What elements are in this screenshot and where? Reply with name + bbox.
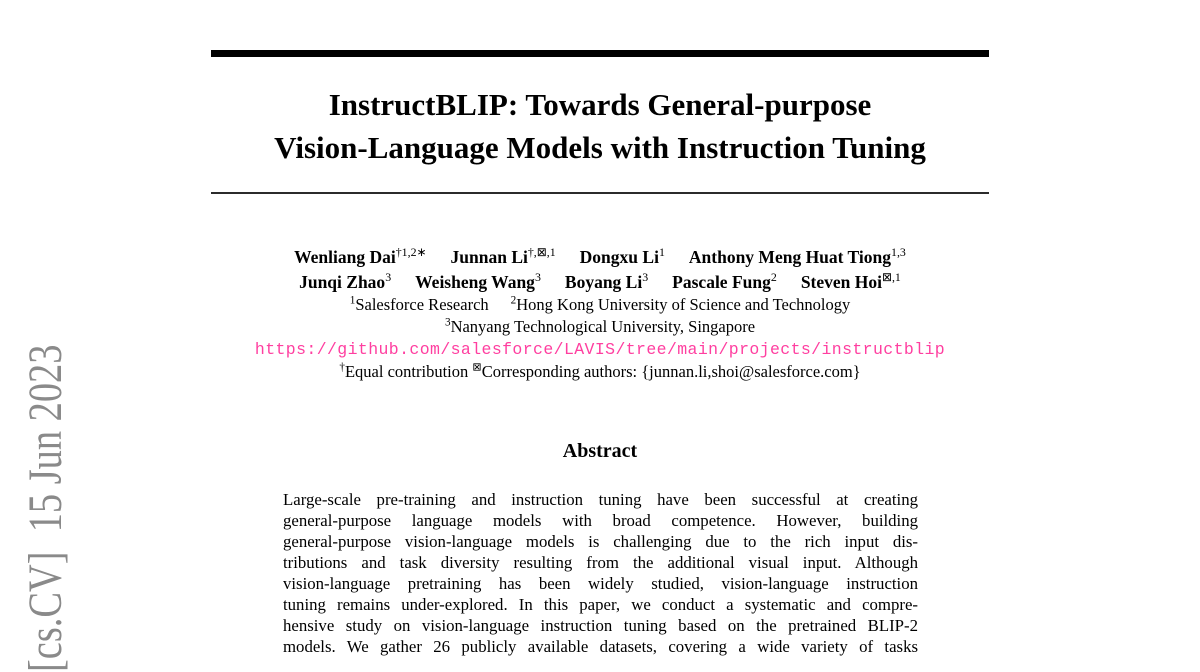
affiliation-row-2 <box>0 316 1200 338</box>
abstract-line: tributions and task diversity resulting from the additional visual input. Although <box>283 553 918 572</box>
paper-title <box>0 83 1200 169</box>
author-superscript: 3 <box>534 270 541 285</box>
author-steven-hoi <box>801 272 901 292</box>
affiliation-superscript: 3 <box>444 316 451 328</box>
abstract-line: vision-language pretraining has been widely studied, vision-language instruction <box>283 574 918 593</box>
author-wenliang-dai <box>294 247 426 267</box>
abstract-line: general-purpose language models with broad competence. However, building <box>283 511 918 530</box>
author-junqi-zhao <box>299 272 391 292</box>
envelope-symbol: ⊠ <box>472 361 482 374</box>
author-name: Dongxu Li <box>579 247 659 267</box>
author-name: Wenliang Dai <box>294 247 396 267</box>
author-superscript: †,⊠,1 <box>527 245 556 260</box>
title-rule-bottom <box>211 192 989 194</box>
title-rule-top <box>211 50 989 57</box>
author-name: Boyang Li <box>564 272 643 292</box>
author-name: Anthony Meng Huat Tiong <box>688 247 892 267</box>
project-url[interactable]: https://github.com/salesforce/LAVIS/tree/main/projects/instructblip <box>254 340 946 359</box>
affiliation-hkust <box>511 295 851 314</box>
author-weisheng-wang <box>415 272 541 292</box>
author-superscript: †1,2∗ <box>395 245 427 260</box>
author-anthony-tiong <box>689 247 906 267</box>
author-dongxu-li <box>580 247 665 267</box>
author-boyang-li <box>565 272 648 292</box>
author-superscript: 3 <box>385 270 392 285</box>
affiliation-text: Hong Kong University of Science and Technology <box>516 295 851 314</box>
affiliation-superscript: 2 <box>510 294 517 307</box>
author-superscript: 2 <box>770 270 777 285</box>
abstract-line: tuning remains under-explored. In this paper, we conduct a systematic and compre- <box>283 595 918 614</box>
equal-contribution-text: Equal contribution <box>344 362 473 381</box>
author-name: Junnan Li <box>450 247 528 267</box>
author-row-1 <box>0 245 1200 270</box>
corresponding-authors-text: Corresponding authors: {junnan.li,shoi@salesforce.com} <box>481 362 861 381</box>
abstract-body <box>283 489 918 657</box>
author-superscript: 1,3 <box>891 245 906 260</box>
author-name: Steven Hoi <box>800 272 882 292</box>
abstract-line: models. We gather 26 publicly available datasets, covering a wide variety of tasks <box>283 637 918 656</box>
abstract-line: Large-scale pre-training and instruction tuning have been successful at creating <box>283 490 918 509</box>
arxiv-sidebar-stamp: [cs.CV] 15 Jun 2023 <box>19 344 72 672</box>
affiliation-block <box>0 294 1200 337</box>
abstract-line: hensive study on vision-language instruction tuning based on the pretrained BLIP-2 <box>283 616 918 635</box>
author-row-2 <box>0 270 1200 295</box>
author-superscript: 1 <box>658 245 665 260</box>
affiliation-ntu <box>445 317 755 336</box>
author-name: Pascale Fung <box>672 272 771 292</box>
author-pascale-fung <box>672 272 777 292</box>
dagger-symbol: † <box>339 361 345 374</box>
affiliation-row-1 <box>0 294 1200 316</box>
contribution-note <box>0 361 1200 382</box>
affiliation-salesforce <box>350 295 489 314</box>
abstract-line: general-purpose vision-language models is challenging due to the rich input dis- <box>283 532 918 551</box>
author-name: Junqi Zhao <box>299 272 386 292</box>
affiliation-text: Nanyang Technological University, Singapore <box>450 316 756 336</box>
paper-title-line1: InstructBLIP: Towards General-purpose <box>328 87 872 122</box>
affiliation-text: Salesforce Research <box>355 295 489 314</box>
author-superscript: ⊠,1 <box>882 270 901 285</box>
author-block <box>0 245 1200 295</box>
author-junnan-li <box>451 247 556 267</box>
paper-title-line2: Vision-Language Models with Instruction Tuning <box>274 130 926 165</box>
author-superscript: 3 <box>642 270 649 285</box>
author-name: Weisheng Wang <box>415 272 535 292</box>
affiliation-superscript: 1 <box>349 294 356 307</box>
abstract-heading: Abstract <box>562 440 638 462</box>
